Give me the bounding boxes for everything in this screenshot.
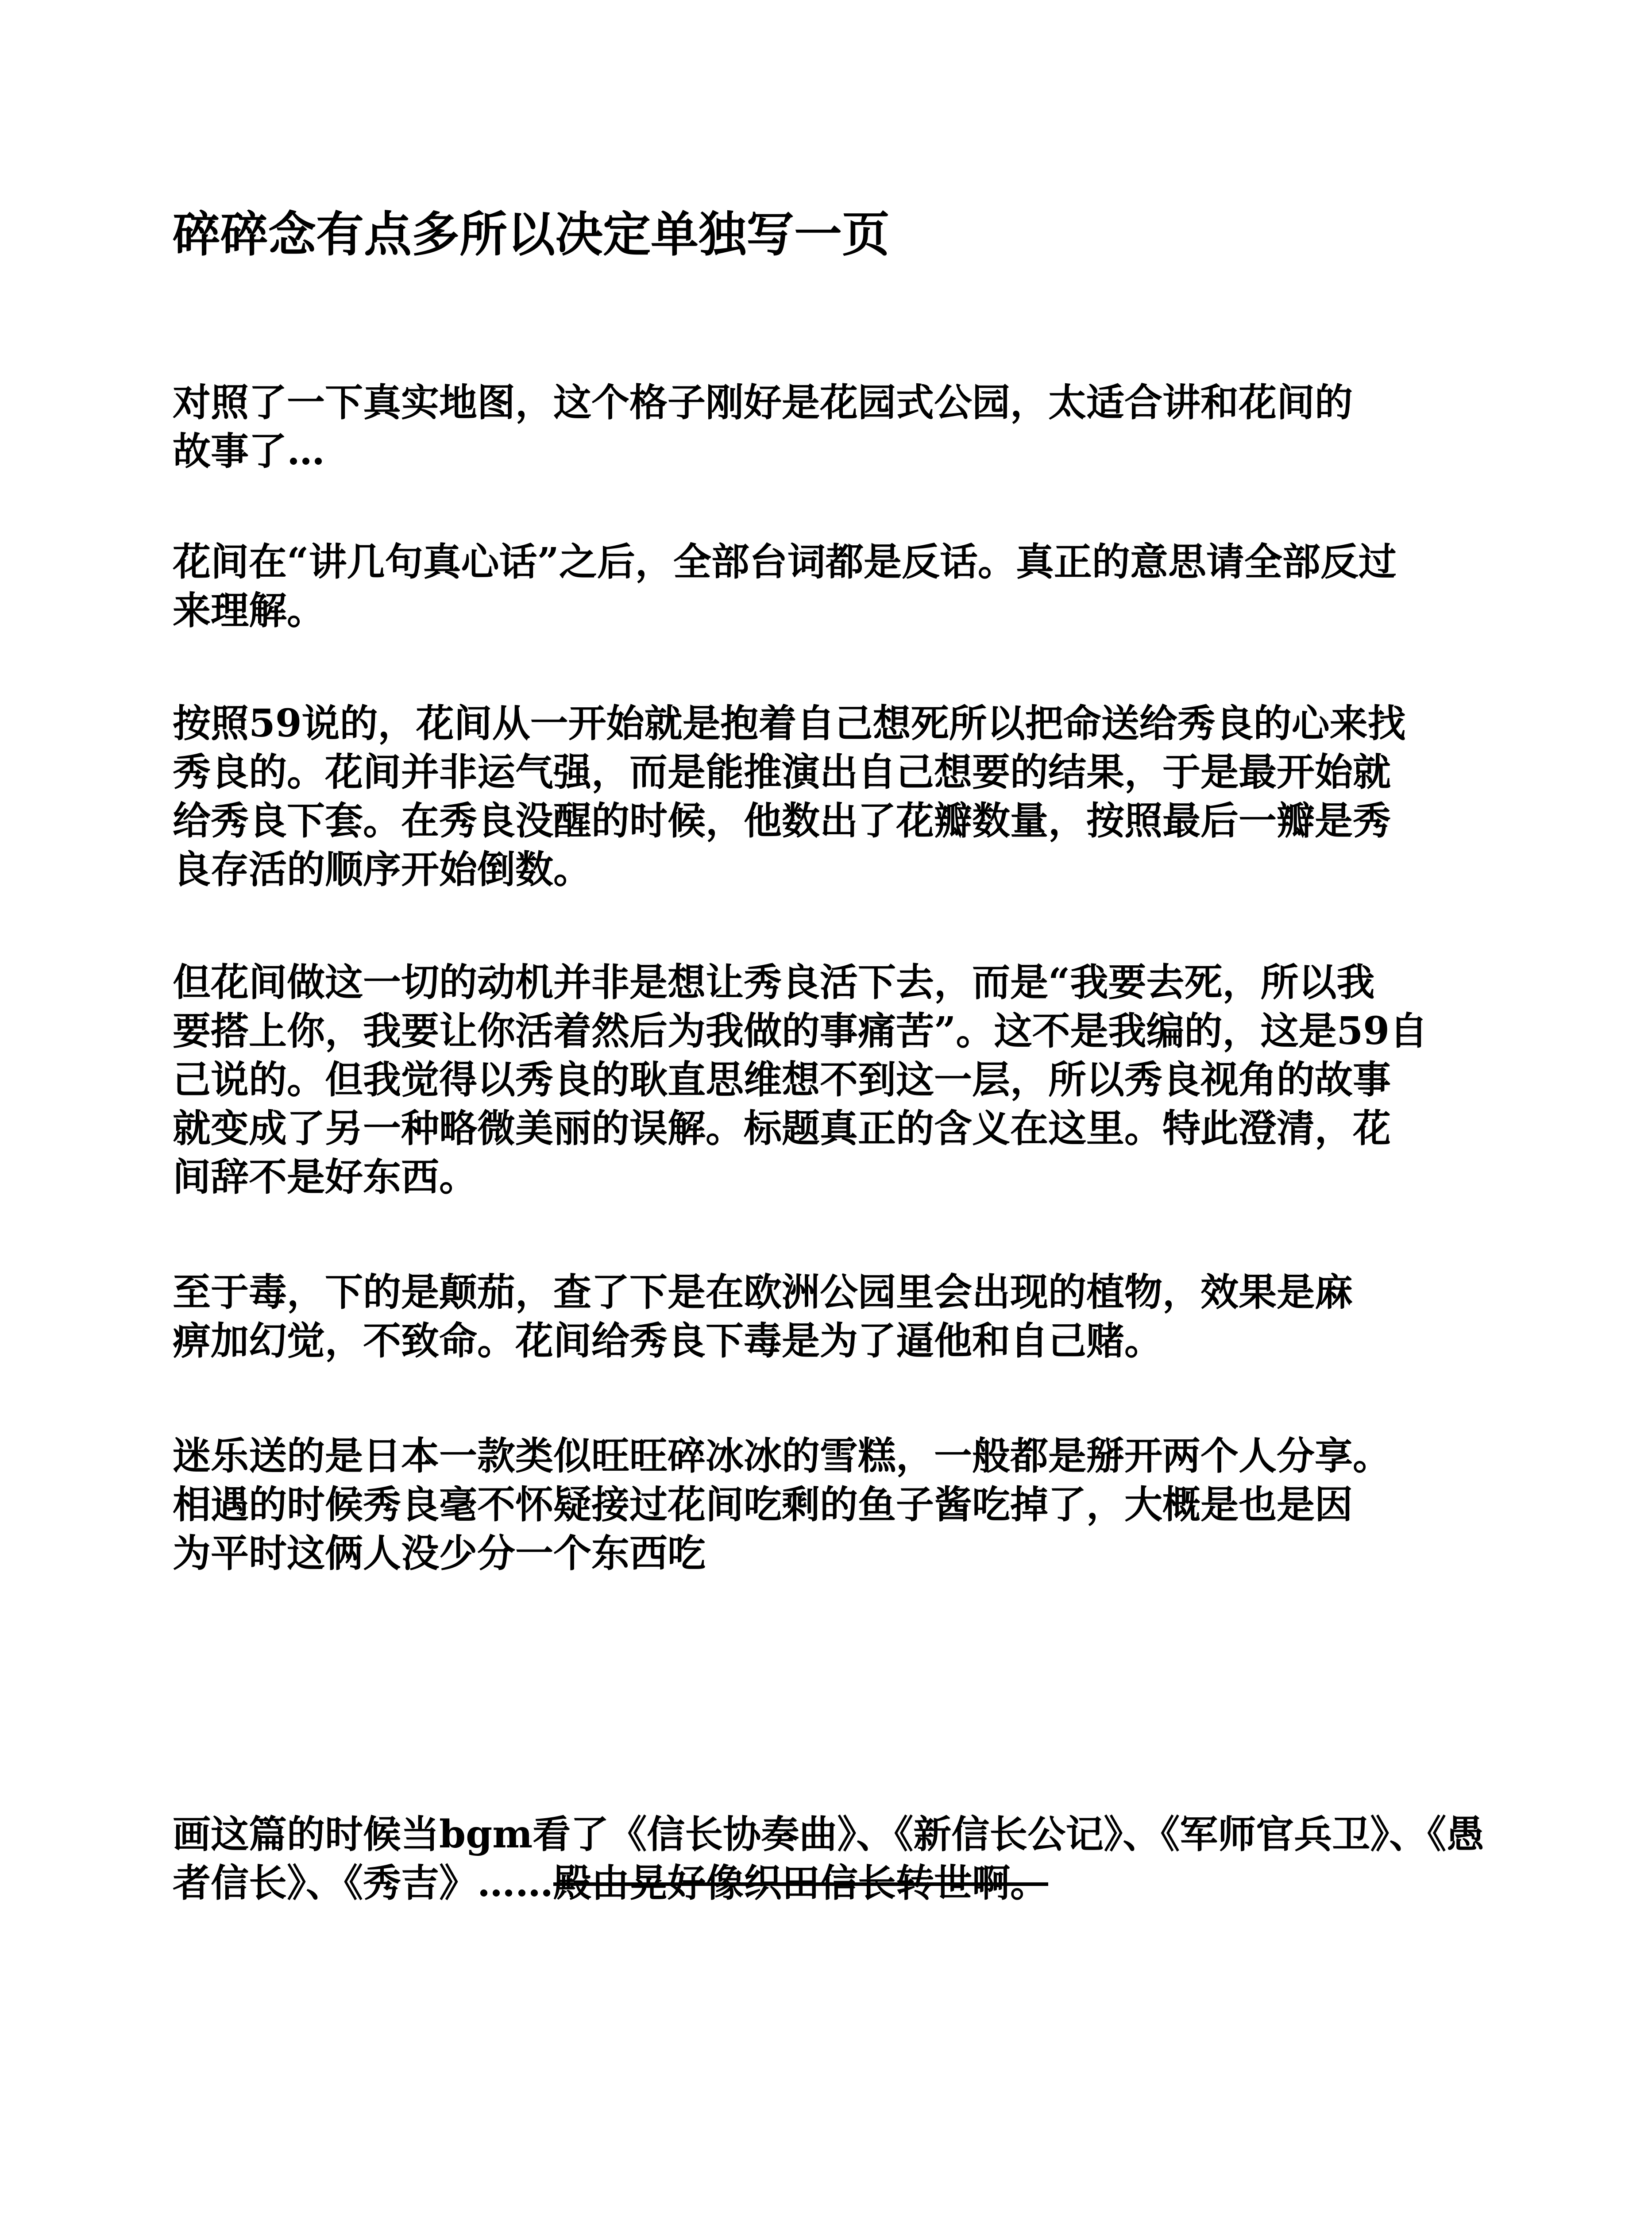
- text-line: 至于毒，下的是颠茄，查了下是在欧洲公园里会出现的植物，效果是麻: [173, 1270, 1353, 1315]
- text-line: 秀良的。花间并非运气强，而是能推演出自己想要的结果，于是最开始就: [173, 750, 1391, 794]
- paragraph-ice-cream: [173, 1432, 1492, 1578]
- paragraph-reverse-speech: [173, 538, 1492, 635]
- page-title: 碎碎念有点多所以决定单独写一页: [173, 207, 890, 262]
- text-line: 良存活的顺序开始倒数。: [173, 847, 591, 892]
- text-line: 要搭上你，我要让你活着然后为我做的事痛苦”。这不是我编的，这是59自: [173, 1009, 1428, 1053]
- text-line: 迷乐送的是日本一款类似旺旺碎冰冰的雪糕，一般都是掰开两个人分享。: [173, 1434, 1391, 1478]
- paragraph-motive: [173, 958, 1492, 1202]
- text-line: 己说的。但我觉得以秀良的耿直思维想不到这一层，所以秀良视角的故事: [173, 1057, 1391, 1102]
- text-line: 就变成了另一种略微美丽的误解。标题真正的含义在这里。特此澄清，花: [173, 1106, 1391, 1151]
- paragraph-bgm: [173, 1810, 1492, 1908]
- text-line: 间辞不是好东西。: [173, 1155, 477, 1199]
- paragraph-poison: [173, 1268, 1492, 1365]
- text-line: 按照59说的，花间从一开始就是抱着自己想死所以把命送给秀良的心来找: [173, 701, 1406, 746]
- text-line: 给秀良下套。在秀良没醒的时候，他数出了花瓣数量，按照最后一瓣是秀: [173, 798, 1391, 843]
- text-line: 对照了一下真实地图，这个格子刚好是花园式公园，太适合讲和花间的: [173, 380, 1353, 425]
- paragraph-map: [173, 378, 1492, 476]
- paragraph-petals: [173, 699, 1492, 894]
- text-line: 画这篇的时候当bgm看了《信长协奏曲》、《新信长公记》、《军师官兵卫》、《愚: [173, 1812, 1485, 1857]
- text-line: 但花间做这一切的动机并非是想让秀良活下去，而是“我要去死，所以我: [173, 960, 1375, 1005]
- text-line: 痹加幻觉，不致命。花间给秀良下毒是为了逼他和自己赌。: [173, 1319, 1162, 1363]
- text-line: 故事了…: [173, 429, 325, 474]
- text-line: 花间在“讲几句真心话”之后，全部台词都是反话。真正的意思请全部反过: [173, 540, 1397, 584]
- bgm-plain-text: 者信长》、《秀吉》……: [173, 1861, 553, 1905]
- strikethrough-text: 殿由晃好像织田信长转世啊。: [553, 1861, 1048, 1905]
- text-line: 来理解。: [173, 588, 325, 633]
- text-line: 为平时这俩人没少分一个东西吃: [173, 1531, 706, 1576]
- text-line: 相遇的时候秀良毫不怀疑接过花间吃剩的鱼子酱吃掉了，大概是也是因: [173, 1482, 1353, 1527]
- text-line: [173, 1859, 1492, 1908]
